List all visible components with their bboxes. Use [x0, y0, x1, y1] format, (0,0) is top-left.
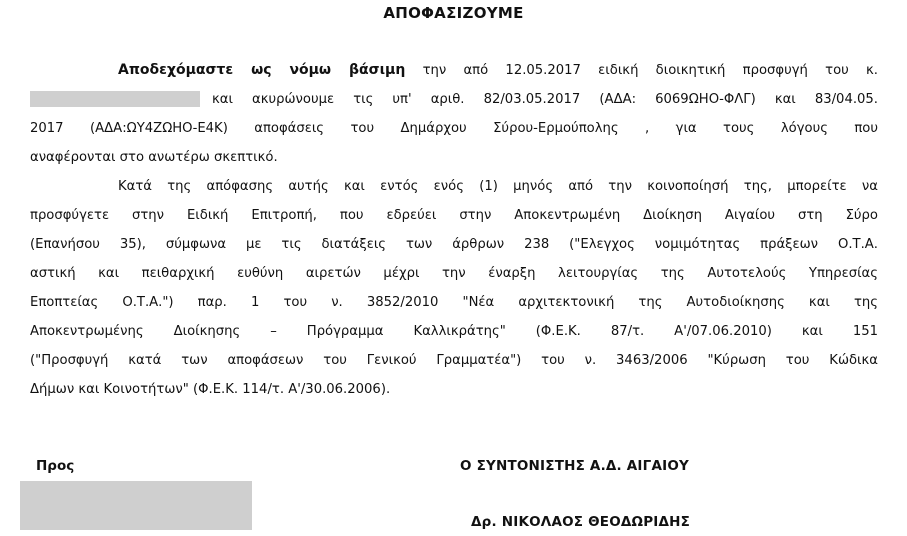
paragraph-line: Δήμων και Κοινοτήτων" (Φ.Ε.Κ. 114/τ. Α'/30.06.2006). — [30, 382, 391, 397]
signatory-name: Δρ. ΝΙΚΟΛΑΟΣ ΘΕΟΔΩΡΙΔΗΣ — [471, 514, 691, 530]
paragraph-text: και ακυρώνουμε τις υπ' αριθ. 82/03.05.2017 (ΑΔΑ: 6069ΩΗΟ-ΦΛΓ) και 83/04.05. — [212, 92, 878, 107]
paragraph-line: 2017 (ΑΔΑ:ΩΥ4ΖΩΗΟ-Ε4Κ) αποφάσεις του Δημάρχου Σύρου-Ερμούπολης , για τους λόγους που — [30, 121, 878, 136]
paragraph-line: Εποπτείας Ο.Τ.Α.") παρ. 1 του ν. 3852/2010 "Νέα αρχιτεκτονική της Αυτοδιοίκησης και της — [30, 295, 878, 310]
paragraph-line: αστική και πειθαρχική ευθύνη αιρετών μέχρι την έναρξη λειτουργίας της Αυτοτελούς Υπηρεσίας — [30, 266, 878, 281]
decision-paragraph — [30, 56, 878, 172]
paragraph-line: (Επανήσου 35), σύμφωνα με τις διατάξεις των άρθρων 238 ("Ελεγχος νομιμότητας πράξεων Ο.Τ.Α. — [30, 237, 878, 252]
paragraph-line: προσφύγετε στην Ειδική Επιτροπή, που εδρεύει στην Αποκεντρωμένη Διοίκηση Αιγαίου στη Σύρο — [30, 208, 878, 223]
paragraph-line — [30, 85, 878, 114]
decision-heading: ΑΠΟΦΑΣΙΖΟΥΜΕ — [383, 4, 524, 22]
paragraph-line — [30, 56, 878, 85]
paragraph-line: Αποκεντρωμένης Διοίκησης – Πρόγραμμα Καλλικράτης" (Φ.Ε.Κ. 87/τ. Α'/07.06.2010) και 151 — [30, 324, 878, 339]
redacted-recipient — [20, 481, 252, 530]
redacted-name — [30, 91, 200, 107]
paragraph-line: Κατά της απόφασης αυτής και εντός ενός (1) μηνός από την κοινοποίησή της, μπορείτε να — [118, 179, 878, 194]
decision-lead-text: Αποδεχόμαστε ως νόμω βάσιμη — [118, 62, 406, 78]
paragraph-text: την από 12.05.2017 ειδική διοικητική προσφυγή του κ. — [422, 63, 878, 78]
appeal-paragraph — [30, 172, 878, 404]
recipient-label: Προς — [36, 458, 75, 474]
paragraph-line: αναφέρονται στο ανωτέρω σκεπτικό. — [30, 150, 278, 165]
paragraph-line: ("Προσφυγή κατά των αποφάσεων του Γενικού Γραμματέα") του ν. 3463/2006 "Κύρωση του Κώδικα — [30, 353, 878, 368]
signatory-title: Ο ΣΥΝΤΟΝΙΣΤΗΣ Α.Δ. ΑΙΓΑΙΟΥ — [460, 458, 689, 474]
